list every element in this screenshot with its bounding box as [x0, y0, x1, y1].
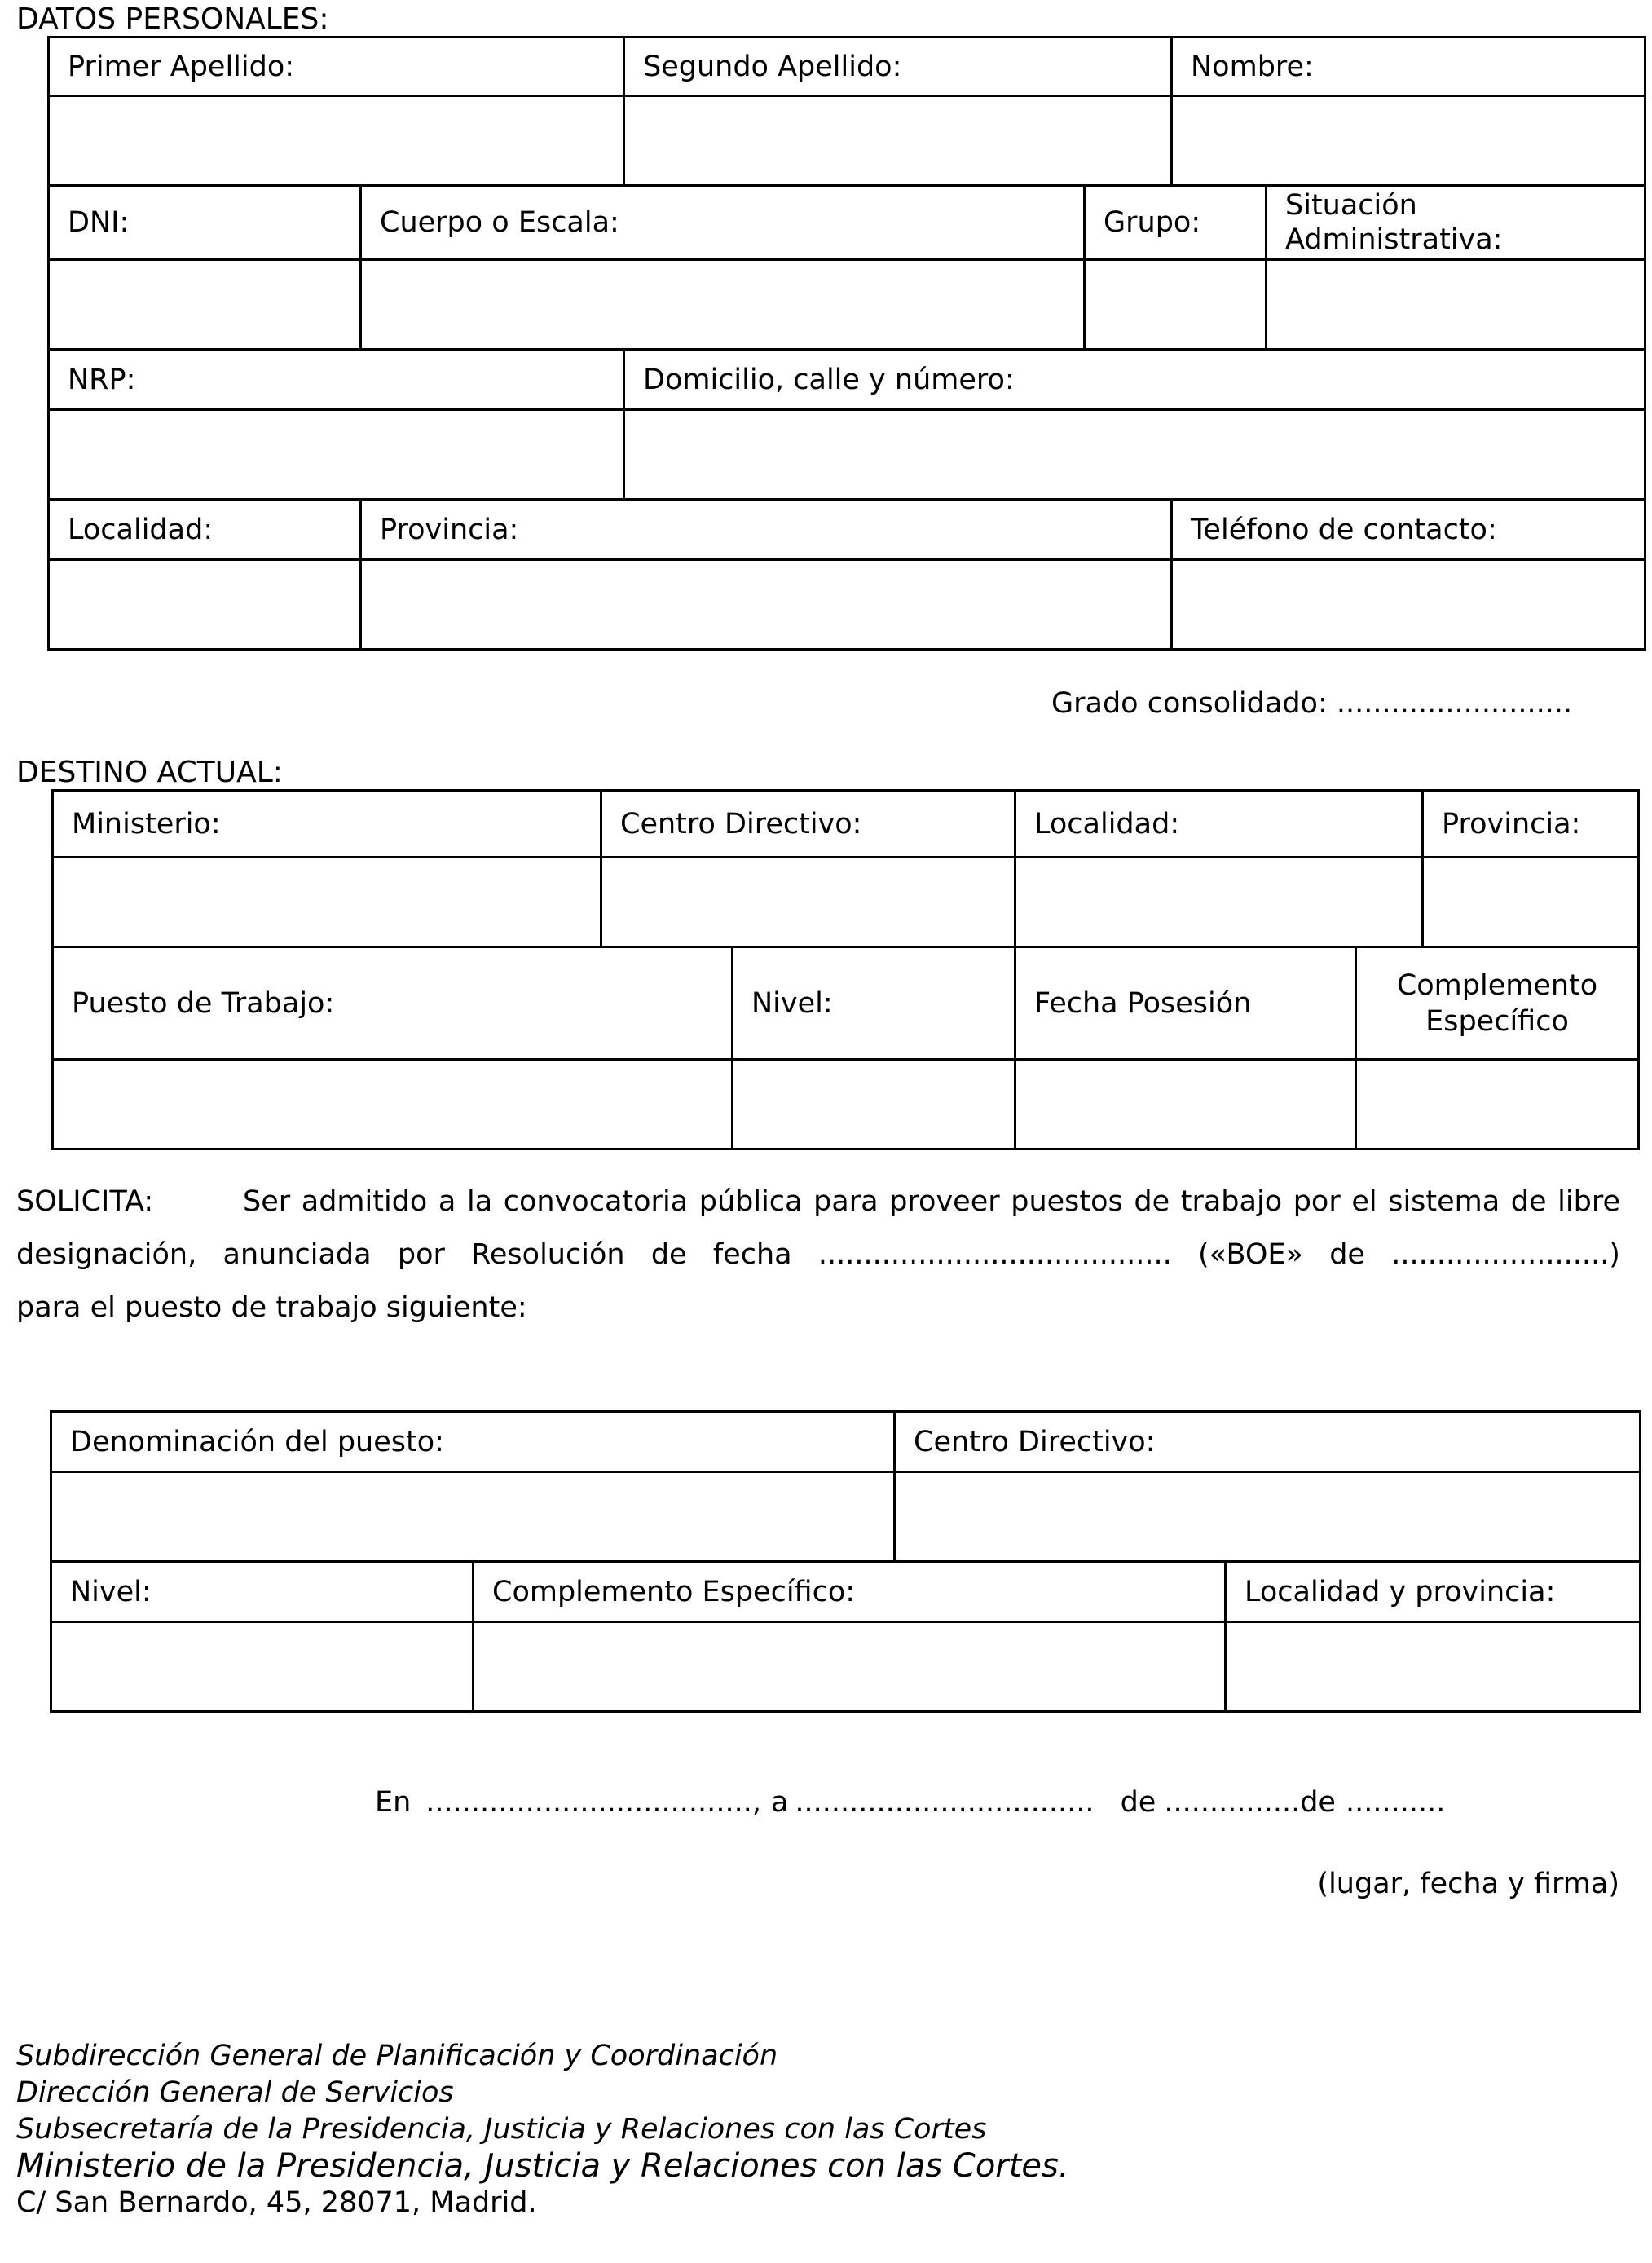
- label-grupo: Grupo:: [1085, 186, 1267, 260]
- personal-data-table-location: [47, 498, 1646, 651]
- footer-line-3: Subsecretaría de la Presidencia, Justicia y Relaciones con las Cortes: [16, 2113, 987, 2146]
- puesto-table-top: [50, 1410, 1641, 1563]
- personal-data-table-names: [47, 36, 1646, 187]
- field-fecha-posesion[interactable]: [1015, 1060, 1356, 1149]
- footer-line-1: Subdirección General de Planificación y Coordinación: [16, 2040, 778, 2072]
- solicita-word: anunciada: [222, 1238, 372, 1271]
- label-ministerio: Ministerio:: [53, 791, 601, 858]
- label-puesto-trabajo: Puesto de Trabajo:: [53, 947, 733, 1060]
- field-puesto-centro-directivo[interactable]: [895, 1472, 1641, 1562]
- label-complemento-especifico: [1356, 947, 1639, 1060]
- solicita-fecha-dots: .......................................: [817, 1238, 1172, 1271]
- firma-mes-dots: ...............: [1164, 1786, 1301, 1819]
- field-nombre[interactable]: [1172, 96, 1645, 186]
- field-nrp[interactable]: [49, 410, 624, 500]
- label-domicilio: Domicilio, calle y número:: [624, 350, 1645, 410]
- field-grupo[interactable]: [1085, 260, 1267, 350]
- label-situacion-line2: Administrativa:: [1285, 223, 1503, 256]
- label-destino-provincia: Provincia:: [1423, 791, 1639, 858]
- label-puesto-complemento: Complemento Específico:: [474, 1562, 1226, 1622]
- section-title-destino-actual: DESTINO ACTUAL:: [16, 756, 283, 789]
- field-ministerio[interactable]: [53, 858, 601, 947]
- destino-table-bottom: [51, 946, 1640, 1150]
- label-localidad: Localidad:: [49, 500, 361, 560]
- label-denominacion-puesto: Denominación del puesto:: [51, 1412, 895, 1472]
- solicita-word: fecha: [712, 1238, 792, 1271]
- firma-dia-dots: .................................: [795, 1786, 1095, 1819]
- personal-data-table-address: [47, 348, 1646, 501]
- solicita-word: de: [650, 1238, 687, 1271]
- firma-en: En: [375, 1786, 412, 1819]
- field-domicilio[interactable]: [624, 410, 1645, 500]
- label-fecha-posesion: Fecha Posesión: [1015, 947, 1356, 1060]
- solicita-word: por: [397, 1238, 445, 1271]
- label-nombre: Nombre:: [1172, 37, 1645, 96]
- solicita-paragraph: [16, 1176, 1620, 1334]
- footer-address: [16, 2038, 1069, 2221]
- solicita-word: designación,: [16, 1238, 197, 1271]
- label-complemento-line1: Complemento: [1396, 968, 1598, 1002]
- label-telefono: Teléfono de contacto:: [1172, 500, 1645, 560]
- field-complemento-especifico[interactable]: [1356, 1060, 1639, 1149]
- firma-caption: (lugar, fecha y firma): [1317, 1868, 1619, 1900]
- section-title-datos-personales: DATOS PERSONALES:: [16, 2, 329, 36]
- field-denominacion-puesto[interactable]: [51, 1472, 895, 1562]
- field-destino-localidad[interactable]: [1015, 858, 1423, 947]
- label-complemento-line2: Específico: [1425, 1004, 1569, 1038]
- field-segundo-apellido[interactable]: [624, 96, 1172, 186]
- label-primer-apellido: Primer Apellido:: [49, 37, 624, 96]
- solicita-label: SOLICITA:: [16, 1185, 154, 1218]
- firma-a: a: [770, 1786, 789, 1819]
- label-situacion-administrativa: [1267, 186, 1645, 260]
- firma-de-1: de: [1120, 1786, 1156, 1819]
- label-puesto-localidad: Localidad y provincia:: [1226, 1562, 1641, 1622]
- field-puesto-localidad[interactable]: [1226, 1622, 1641, 1712]
- label-nrp: NRP:: [49, 350, 624, 410]
- label-segundo-apellido: Segundo Apellido:: [624, 37, 1172, 96]
- field-puesto-trabajo[interactable]: [53, 1060, 733, 1149]
- solicita-line-2: [16, 1229, 1620, 1281]
- puesto-table-bottom: [50, 1560, 1641, 1713]
- field-dni[interactable]: [49, 260, 361, 350]
- personal-data-table-id: [47, 184, 1646, 351]
- field-cuerpo-escala[interactable]: [361, 260, 1085, 350]
- field-provincia[interactable]: [361, 560, 1172, 650]
- firma-lugar-dots: ....................................,: [425, 1786, 761, 1819]
- field-puesto-complemento[interactable]: [474, 1622, 1226, 1712]
- field-primer-apellido[interactable]: [49, 96, 624, 186]
- label-cuerpo-escala: Cuerpo o Escala:: [361, 186, 1085, 260]
- footer-line-4: Ministerio de la Presidencia, Justicia y Relaciones con las Cortes.: [16, 2147, 1069, 2185]
- field-situacion-administrativa[interactable]: [1267, 260, 1645, 350]
- destino-table-top: [51, 789, 1640, 948]
- field-localidad[interactable]: [49, 560, 361, 650]
- label-dni: DNI:: [49, 186, 361, 260]
- solicita-boe-dots: ........................): [1391, 1238, 1620, 1271]
- label-puesto-centro-directivo: Centro Directivo:: [895, 1412, 1641, 1472]
- solicita-line-3: para el puesto de trabajo siguiente:: [16, 1291, 527, 1324]
- field-telefono[interactable]: [1172, 560, 1645, 650]
- label-destino-localidad: Localidad:: [1015, 791, 1423, 858]
- field-nivel[interactable]: [733, 1060, 1015, 1149]
- solicita-word: de: [1329, 1238, 1365, 1271]
- label-puesto-nivel: Nivel:: [51, 1562, 474, 1622]
- grado-consolidado: Grado consolidado: ..........................: [1051, 687, 1573, 720]
- solicita-text-1: Ser admitido a la convocatoria pública para proveer puestos de trabajo por el sistema de libre: [243, 1185, 1620, 1218]
- field-centro-directivo[interactable]: [601, 858, 1015, 947]
- label-nivel: Nivel:: [733, 947, 1015, 1060]
- firma-de-2: de: [1300, 1786, 1336, 1819]
- field-puesto-nivel[interactable]: [51, 1622, 474, 1712]
- footer-line-5: C/ San Bernardo, 45, 28071, Madrid.: [16, 2186, 537, 2219]
- label-situacion-line1: Situación: [1285, 189, 1417, 222]
- solicita-line-1: [16, 1176, 1620, 1229]
- solicita-word: («BOE»: [1198, 1238, 1303, 1271]
- solicita-word: Resolución: [471, 1238, 625, 1271]
- firma-anio-dots: ...........: [1345, 1786, 1446, 1819]
- field-destino-provincia[interactable]: [1423, 858, 1639, 947]
- firma-line: [375, 1785, 1620, 1820]
- label-provincia: Provincia:: [361, 500, 1172, 560]
- footer-line-2: Dirección General de Servicios: [16, 2076, 454, 2109]
- label-centro-directivo: Centro Directivo:: [601, 791, 1015, 858]
